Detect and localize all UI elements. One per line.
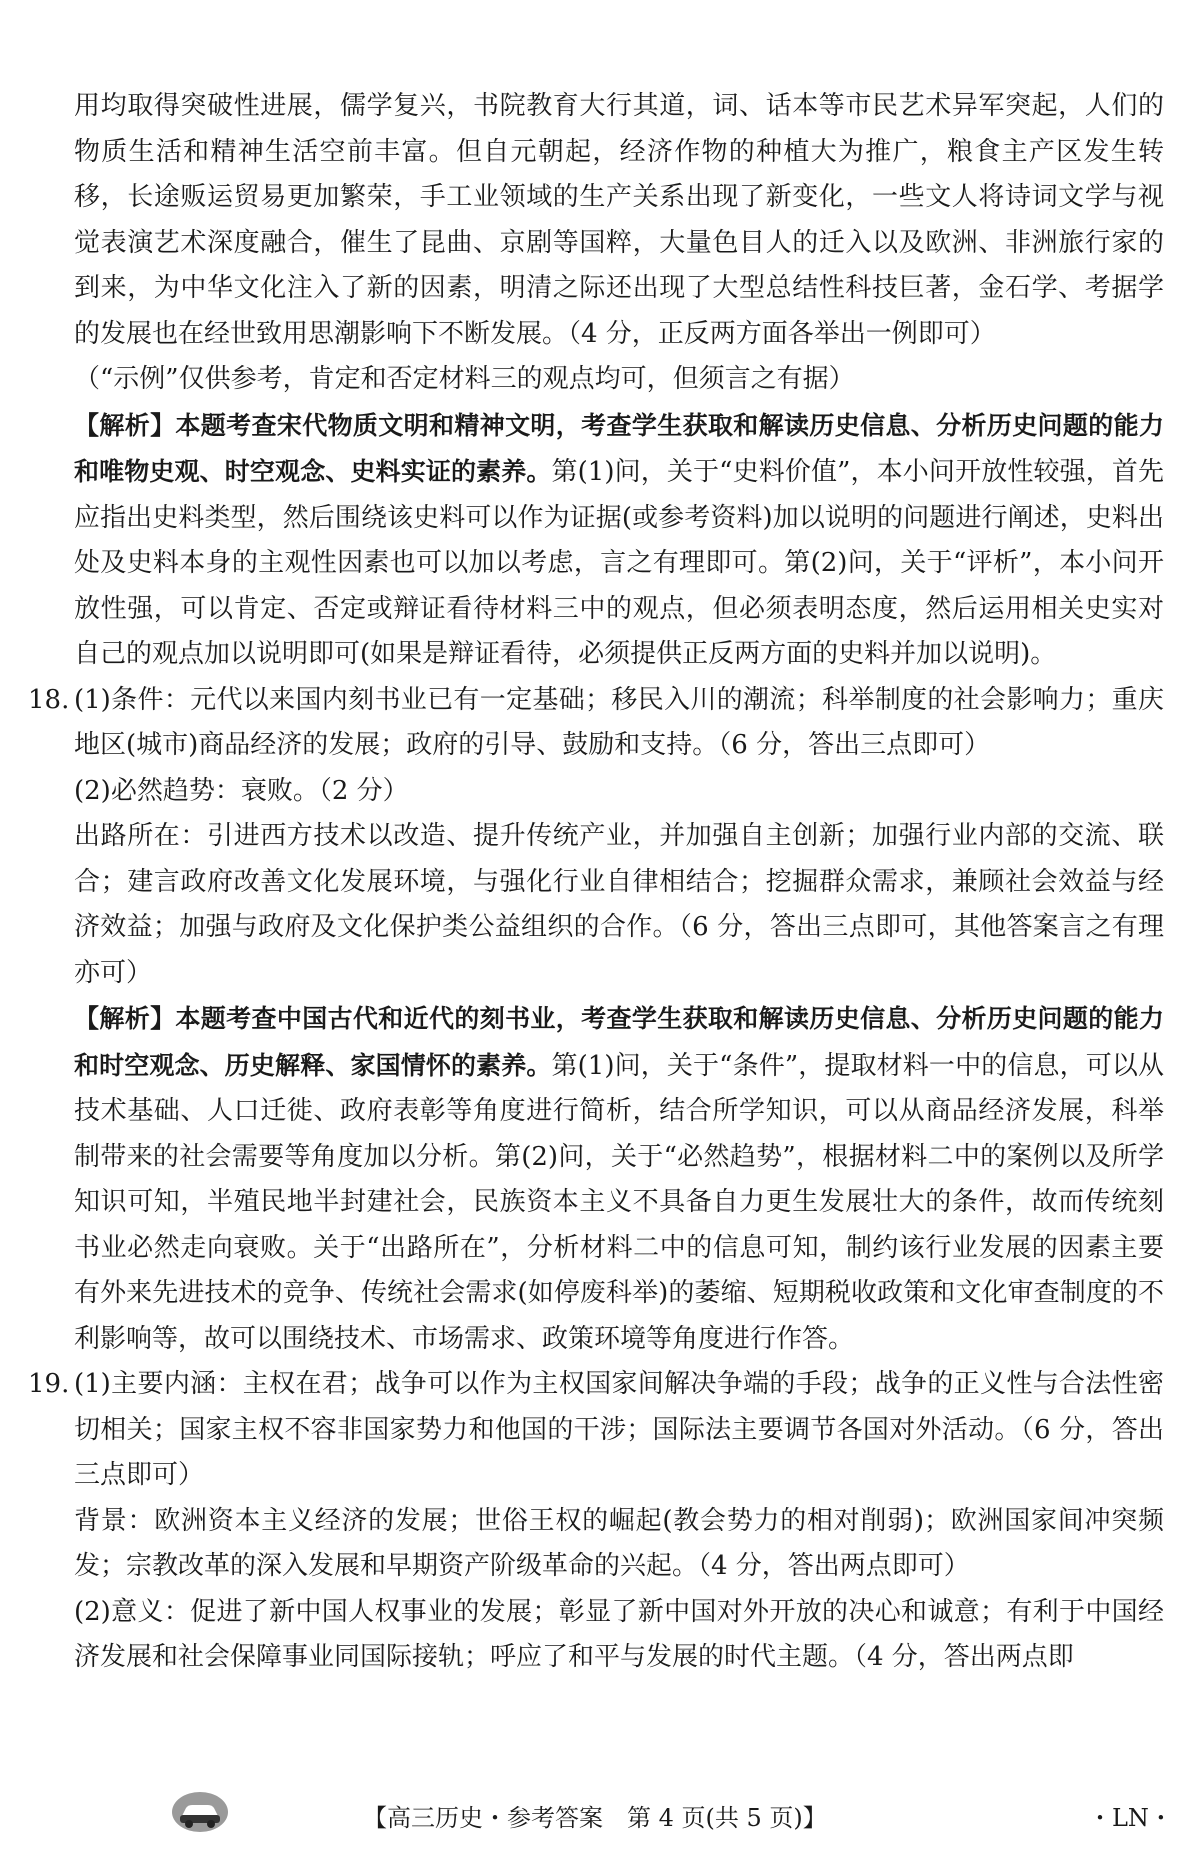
analysis-17 (74, 403, 1164, 678)
page-footer (0, 1790, 1200, 1836)
question-18-part-2: (2)必然趋势：衰败。（2 分） (74, 775, 409, 806)
question-number: 19. (28, 1369, 70, 1399)
paragraph-2: （“示例”仅供参考，肯定和否定材料三的观点均可，但须言之有据） (74, 364, 855, 394)
question-18-outlet: 出路所在：引进西方技术以改造、提升传统产业，并加强自主创新；加强行业内部的交流、联合；建言政府改善文化发展环境，与强化行业自律相结合；挖掘群众需求，兼顾社会效益与经济效益；加强与政府及文化保护类公益组织的合作。（6 分，答出三点即可，其他答案言之有理亦可） (74, 821, 1164, 988)
analysis-heading: 【解析】本题考查宋代物质文明和精神文明，考查学生获取和解读历史信息、分析历史问题的能力和唯物史观、时空观念、史料实证的素养。 (74, 410, 1164, 486)
footer-title: 【高三历史・参考答案 第 4 页(共 5 页)】 (363, 1804, 827, 1832)
question-number: 18. (28, 684, 70, 715)
analysis-heading: 【解析】本题考查中国古代和近代的刻书业，考查学生获取和解读历史信息、分析历史问题的能力和时空观念、历史解释、家国情怀的素养。 (74, 1004, 1164, 1080)
answer-text: (1)主要内涵：主权在君；战争可以作为主权国家间解决争端的手段；战争的正义性与合法性密切相关；国家主权不容非国家势力和他国的干涉；国际法主要调节各国对外活动。（6 分，答出三点即可） (74, 1369, 1164, 1490)
question-19-part-2: (2)意义：促进了新中国人权事业的发展；彰显了新中国对外开放的决心和诚意；有利于中国经济发展和社会保障事业同国际接轨；呼应了和平与发展的时代主题。（4 分，答出两点即 (74, 1596, 1164, 1672)
answer-text: (1)条件：元代以来国内刻书业已有一定基础；移民入川的潮流；科举制度的社会影响力；重庆地区(城市)商品经济的发展；政府的引导、鼓励和支持。（6 分，答出三点即可） (74, 684, 1164, 760)
paragraph-1: 用均取得突破性进展，儒学复兴，书院教育大行其道，词、话本等市民艺术异军突起，人们的物质生活和精神生活空前丰富。但自元朝起，经济作物的种植大为推广，粮食主产区发生转移，长途贩运贸易更加繁荣，手工业领域的生产关系出现了新变化，一些文人将诗词文学与视觉表演艺术深度融合，催生了昆曲、京剧等国粹，大量色目人的迁入以及欧洲、非洲旅行家的到来，为中华文化注入了新的因素，明清之际还出现了大型总结性科技巨著，金石学、考据学的发展也在经世致用思潮影响下不断发展。（4 分，正反两方面各举出一例即可） (74, 91, 1164, 349)
question-19-part-1 (28, 1362, 1164, 1499)
analysis-18 (74, 996, 1164, 1362)
analysis-body: 第(1)问，关于“史料价值”，本小问开放性较强，首先应指出史料类型，然后围绕该史料可以作为证据(或参考资料)加以说明的问题进行阐述，史料出处及史料本身的主观性因素也可以加以考虑，言之有理即可。第(2)问，关于“评析”，本小问开放性强，可以肯定、否定或辩证看待材料三中的观点，但必须表明态度，然后运用相关史实对自己的观点加以说明即可(如果是辩证看待，必须提供正反两方面的史料并加以说明)。 (74, 457, 1164, 669)
footer-code: ・LN・ (1088, 1804, 1173, 1832)
question-18-part-1 (28, 678, 1164, 769)
car-icon (170, 1790, 230, 1834)
analysis-body: 第(1)问，关于“条件”，提取材料一中的信息，可以从技术基础、人口迁徙、政府表彰等角度进行简析，结合所学知识，可以从商品经济发展，科举制带来的社会需要等角度加以分析。第(2)问，关于“必然趋势”，根据材料二中的案例以及所学知识可知，半殖民地半封建社会，民族资本主义不具备自力更生发展壮大的条件，故而传统刻书业必然走向衰败。关于“出路所在”，分析材料二中的信息可知，制约该行业发展的因素主要有外来先进技术的竞争、传统社会需求(如停废科举)的萎缩、短期税收政策和文化审查制度的不利影响等，故可以围绕技术、市场需求、政策环境等角度进行作答。 (74, 1050, 1164, 1354)
question-19-background: 背景：欧洲资本主义经济的发展；世俗王权的崛起(教会势力的相对削弱)；欧洲国家间冲突频发；宗教改革的深入发展和早期资产阶级革命的兴起。（4 分，答出两点即可） (74, 1505, 1164, 1581)
answer-content (28, 84, 1164, 1681)
